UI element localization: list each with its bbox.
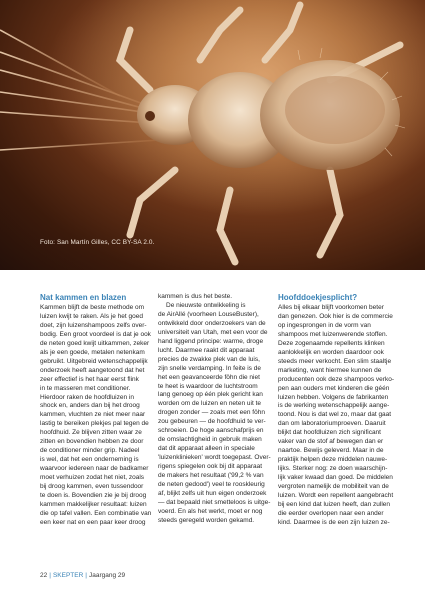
louse-macro-illustration: [0, 0, 425, 270]
text-line: zijn snelle verdamping. In feite is de: [158, 364, 261, 372]
text-line: de omslachtigheid in gebruik maken: [158, 436, 262, 444]
text-line: lijk vaker kwaad dan goed. De middelen: [278, 474, 393, 482]
text-line: zeer effectief is het haar eerst flink: [40, 375, 139, 383]
text-line: luizen. Wordt een repellent aangebracht: [278, 492, 394, 500]
text-line: is de werking wetenschappelijk aange-: [278, 402, 390, 410]
text-line: shampoos met luizenwerende stoffen.: [278, 330, 388, 338]
text-line: bij een kind dat luizen heeft, dan zullen: [278, 500, 391, 508]
text-line: lucht. Daarmee raakt dit apparaat: [158, 346, 255, 354]
text-line: waarvoor iedereen naar de badkamer: [40, 465, 149, 473]
section-heading-nat-kammen: Nat kammen en blazen: [40, 293, 127, 302]
text-line: lang genoeg op één plek gericht kan: [158, 391, 263, 399]
text-line: marketing, want hiermee kunnen de: [278, 366, 382, 374]
text-line: praktijk helpen deze middelen nauwe-: [278, 456, 388, 464]
text-line: doet, zijn luizenshampoos zelfs over-: [40, 321, 147, 329]
page-footer: [40, 572, 125, 579]
magazine-name: SKEPTER: [52, 572, 84, 579]
text-line: voerd. En als het werkt, moet er nog: [158, 507, 263, 515]
text-line: Alles bij elkaar blijft voorkomen beter: [278, 304, 384, 311]
text-line: steeds geregeld worden gekamd.: [158, 516, 255, 524]
text-line: pen aan ouders met kinderen die géén: [278, 384, 390, 392]
text-line: onderzoek heeft aangetoond dat het: [40, 366, 145, 374]
text-line: producenten ook deze shampoos verko-: [278, 375, 394, 383]
text-line: de conditioner minder grip. Nadeel: [40, 447, 140, 455]
text-line: vergroten namelijk de mobiliteit van de: [278, 483, 389, 491]
text-line: aanlokkelijk en worden daardoor ook: [278, 348, 384, 356]
text-line: ontwikkeld door onderzoekers van de: [158, 319, 266, 327]
page-number: 22: [40, 572, 48, 579]
text-line: is wel, dat het een onderneming is: [40, 456, 139, 464]
text-line: de AirAllé (voorheen LouseBuster),: [158, 310, 259, 318]
text-line: lijks. Sterker nog: ze doen waarschijn-: [278, 465, 388, 473]
text-line: Deze zogenaamde repellents klinken: [278, 339, 385, 347]
text-line: worden om de luizen en neten uit te: [158, 400, 261, 408]
text-line: — dat bepaald niet smetteloos is uitge-: [158, 498, 271, 506]
text-line: universiteit van Utah, met een voor de: [158, 328, 268, 336]
text-line: precies de zwakke plek van de luis,: [158, 355, 260, 363]
text-line: te heet is waardoor de luchtstroom: [158, 382, 258, 390]
text-line: die eerder overlopen naar een ander: [278, 509, 384, 517]
column-3-text: [278, 304, 394, 528]
column-1-text: [40, 304, 154, 528]
text-line: steeds meer verkocht. Een slim staaltje: [278, 357, 392, 365]
text-line: een keer nat en een paar keer droog: [40, 518, 146, 526]
text-line: moet verhuizen zodat het niet, zoals: [40, 474, 145, 482]
section-heading-hoofddoekjesplicht: Hoofddoekjesplicht?: [278, 293, 358, 302]
issue-volume: Jaargang 29: [88, 572, 126, 579]
column-3: [278, 293, 394, 528]
text-line: af, blijkt zelfs uit hun eigen onderzoek: [158, 489, 267, 497]
text-line: kind. Daarmee is de een zijn luizen ze-: [278, 518, 390, 526]
text-line: dan genezen. Ook hier is de commercie: [278, 312, 393, 320]
text-line: de neten goed kwijt uitkammen, zeker: [40, 339, 150, 347]
text-line: bodig. Een groot voordeel is dat je ook: [40, 330, 151, 338]
text-line: kammen is dus het beste.: [158, 293, 233, 300]
column-2: [158, 293, 272, 526]
text-line: op ingesprongen in de vorm van: [278, 321, 371, 329]
text-line: toond. Nou is dat wel zo, maar dat gaat: [278, 411, 392, 419]
text-line: lastig te bereiken plekjes pal tegen de: [40, 420, 149, 428]
text-line: in te masseren met conditioner.: [40, 384, 131, 392]
text-line: schroeien. De hoge aanschafprijs en: [158, 427, 264, 435]
text-line: bij droog kammen, even tussendoor: [40, 483, 144, 491]
text-line: Hierdoor raken de hoofdluizen in: [40, 393, 134, 401]
text-line: dat dit apparaat alleen in speciale: [158, 445, 255, 453]
footer-separator: |: [49, 572, 51, 579]
column-2-text: [158, 293, 272, 526]
text-line: vaker van de stof af bewegen dan er: [278, 438, 384, 446]
text-line: zou gebeuren — de hoofdhuid te ver-: [158, 418, 266, 426]
text-line: kammen, vluchten ze niet meer naar: [40, 411, 146, 419]
text-line: De nieuwste ontwikkeling is: [166, 301, 246, 309]
louse-photo: [0, 0, 425, 270]
text-line: zitten en bovendien hebben ze door: [40, 438, 144, 446]
text-line: blijkt dat hoofdluizen zich significant: [278, 429, 381, 437]
text-line: als je een goede, metalen netenkam: [40, 348, 145, 356]
text-line: hand liggend principe: warme, droge: [158, 337, 264, 345]
text-line: drogen zonder — zoals met een föhn: [158, 409, 265, 417]
text-line: luizen hebben. Volgens de fabrikanten: [278, 393, 389, 401]
text-line: die op tafel vallen. Een combinatie van: [40, 509, 152, 517]
text-line: shock en, anders dan bij het droog: [40, 402, 140, 410]
text-line: luizen kwijt te raken. Als je het goed: [40, 312, 143, 320]
photo-credit: Foto: San Martín Gilles, CC BY-SA 2.0.: [40, 239, 155, 246]
text-line: dan om laboratoriumproeven. Daaruit: [278, 420, 386, 428]
text-line: rigens spiegelen ook bij dit apparaat: [158, 463, 263, 471]
text-line: de neten gedood') veel te rooskleurig: [158, 481, 265, 489]
text-line: naartoe. Bewijs geleverd. Maar in de: [278, 447, 384, 455]
text-line: de makers het resultaat ('99,2 % van: [158, 472, 264, 480]
text-line: kammen makkelijker resultaat: luizen: [40, 500, 147, 508]
column-1: [40, 293, 154, 528]
text-line: het een geavanceerde föhn die niet: [158, 373, 260, 381]
footer-separator: |: [85, 572, 87, 579]
text-line: Kammen blijft de beste methode om: [40, 304, 145, 311]
text-line: hoofdhuid. Ze blijven zitten waar ze: [40, 429, 142, 437]
text-line: te doen is. Bovendien zie je bij droog: [40, 492, 147, 500]
text-line: 'luizenklinieken' wordt toegepast. Over-: [158, 454, 271, 462]
text-line: gebruikt. Uitgebreid wetenschappelijk: [40, 357, 148, 365]
